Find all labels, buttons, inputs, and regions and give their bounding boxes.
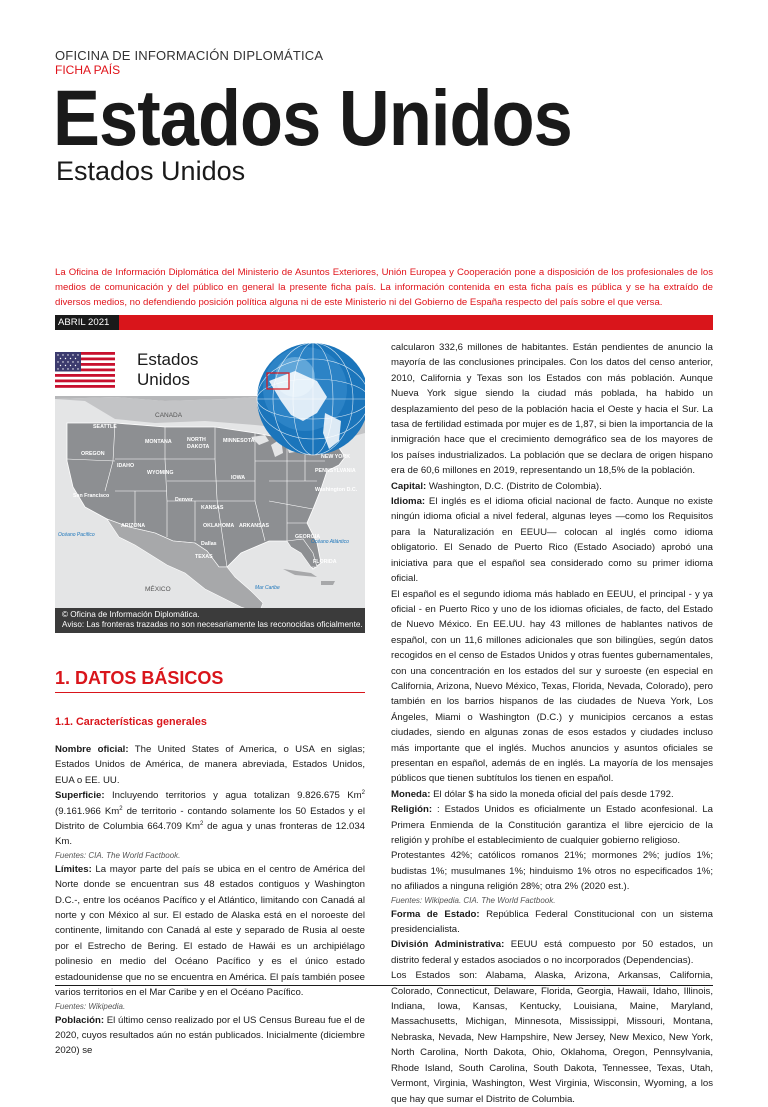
map-label-denver: Denver xyxy=(175,497,193,503)
footer-rule xyxy=(55,985,713,986)
map-label-north-dakota-2: DAKOTA xyxy=(187,444,210,450)
map-label-atlantic: Océano Atlántico xyxy=(311,539,349,545)
source-note: Fuentes: Wikipedia. xyxy=(55,1001,126,1011)
map-label-georgia: GEORGIA xyxy=(295,534,321,540)
map-label-caribbean: Mar Caribe xyxy=(255,585,280,591)
map-label-arkansas: ARKANSAS xyxy=(239,523,270,529)
globe-icon xyxy=(257,343,365,455)
subsection-title: 1.1. Características generales xyxy=(55,716,207,728)
page-subtitle: Estados Unidos xyxy=(56,156,246,186)
map-label-washington-dc: Washington D.C. xyxy=(315,487,358,493)
map-label-wyoming: WYOMING xyxy=(147,470,174,476)
map-label-idaho: IDAHO xyxy=(117,463,135,469)
division-paragraph xyxy=(391,937,713,968)
poblacion-label: Población: xyxy=(55,1014,105,1026)
forma-text: República Federal Constitucional con un sistema presidencialista. xyxy=(391,908,713,936)
capital-label: Capital: xyxy=(391,480,427,492)
superficie-text-a: Incluyendo territorios y agua totalizan 9.826.675 Km xyxy=(104,790,362,802)
capital-text: Washington, D.C. (Distrito de Colombia). xyxy=(426,480,602,492)
right-column xyxy=(391,340,713,1107)
date-bar xyxy=(55,315,713,330)
date-label: ABRIL 2021 xyxy=(55,315,119,330)
map-label-kansas: KANSAS xyxy=(201,505,224,511)
poblacion-continued: calcularon 332,6 millones de habitantes. Están pendientes de anuncio la mayoría de las conclusiones principales. Con los datos del censo anterior, 2010, California y Texas son los Estados con más población. Aunque Nueva York sigue siendo la ciudad más poblada, ha habido un desplazamiento del peso de la población hacia el Oeste y hacia el Sur. La tasa de fertilidad estimada por mujer es de 1,87, si bien la importancia de la inmigración hace que el crecimiento demográfico sea de los mayores de los países industrializados. La población que se declara de origen hispano era de 60,6 millones en 2019, representando un 18,5% de la población. xyxy=(391,342,713,477)
page-title: Estados Unidos xyxy=(53,73,572,162)
source-note: Fuentes: Wikipedia. CIA. The World Factbook. xyxy=(391,895,556,905)
section-title: 1. DATOS BÁSICOS xyxy=(55,668,224,688)
office-name: OFICINA DE INFORMACIÓN DIPLOMÁTICA xyxy=(55,48,324,63)
country-map xyxy=(55,341,365,633)
section-divider xyxy=(55,692,365,693)
map-label-oregon: OREGON xyxy=(81,451,105,457)
religion-paragraph xyxy=(391,802,713,848)
moneda-paragraph xyxy=(391,787,713,802)
religion-label: Religión: xyxy=(391,804,433,816)
superficie-text-d: de agua y unas fronteras de 12.034 Km. xyxy=(55,821,365,848)
map-label-minnesota: MINNESOTA xyxy=(223,438,255,444)
map-title-line1: Estados xyxy=(137,350,199,369)
espanol-paragraph: El español es el segundo idioma más hablado en EEUU, el principal - y ya oficial - en Puerto Rico y uno de los idiomas oficiales, de facto, del Estado de Nuevo México. En EE.UU. hay 43 millones de hablantes nativos de español, con un 11,6 millones adicionales que son bilingües, según datos recogidos en el censo de Estados Unidos y otras fuentes gubernamentales, con una concentración en los estados del sur y suroeste (en especial en California, Arizona, Nuevo México, Texas, Florida, Nevada, Colorado), pero también en los barrios hispanos de las ciudades de Nueva York, Los Ángeles, Miami o Washington (D.C.) y municipios cercanos a estas ciudades, siendo en algunas zonas de esos estados y ciudades incluso más importante que el inglés. Muchos anuncios y asuntos oficiales se presentan en español, además de en inglés. La mayoría de los mensajes públicos que tienen subtítulos los tienen en español. xyxy=(391,588,713,785)
map-label-iowa: IOWA xyxy=(231,475,246,481)
limites-text: La mayor parte del país se ubica en el centro de América del Norte donde se encuentran sus 48 estados contiguos y Washington D.C.-, entre los océanos Pacífico y el Atlántico, limitando con Canadá al norte y con México al sur. El estado de Alaska está en el noroeste del continente, limitando con Canadá al este y separado de Rusia al oeste por el Estrecho de Bering. El estado de Hawái es un archipiélago polinesio en medio del Océano Pacífico y es el único estado estadounidense que no se encuentra en América. El país también posee varios territorios en el Mar Caribe y en el Océano Pacífico. xyxy=(55,863,365,999)
idioma-label: Idioma: xyxy=(391,496,426,508)
map-label-texas: TEXAS xyxy=(195,554,213,560)
source-note: Fuentes: CIA. The World Factbook. xyxy=(55,850,181,860)
poblacion-paragraph xyxy=(55,1013,365,1059)
forma-label: Forma de Estado: xyxy=(391,908,480,920)
map-label-arizona: ARIZONA xyxy=(121,523,146,529)
division-label: División Administrativa: xyxy=(391,939,505,951)
left-column xyxy=(55,742,365,1059)
division-text: EEUU está compuesto por 50 estados, un distrito federal y estados asociados o no incorporados (Dependencias). xyxy=(391,939,713,966)
map-label-mexico: MÉXICO xyxy=(145,586,171,593)
superficie-text-b: (9.161.966 Km xyxy=(55,805,120,817)
idioma-paragraph xyxy=(391,494,713,586)
limites-paragraph xyxy=(55,862,365,1001)
superficie-text-c: de territorio - contando solamente los 50 Estados y el Distrito de Columbia 664.709 Km xyxy=(55,805,365,833)
map-label-oklahoma: OKLAHOMA xyxy=(203,523,235,529)
map-caption xyxy=(55,608,365,633)
map-label-new-york: NEW YORK xyxy=(321,454,351,460)
doc-type-label: FICHA PAÍS xyxy=(55,63,121,77)
superscript: 2 xyxy=(119,805,123,812)
nombre-text: The United States of America, o USA en siglas; Estados Unidos de América, de manera abreviada, Estados Unidos, EUA o EE. UU. xyxy=(55,744,365,786)
superscript: 2 xyxy=(361,790,365,797)
map-label-dallas: Dallas xyxy=(201,541,217,547)
moneda-label: Moneda: xyxy=(391,788,431,800)
map-label-florida: FLORIDA xyxy=(313,559,337,565)
usa-flag-icon xyxy=(55,352,115,388)
nombre-label: Nombre oficial: xyxy=(55,744,129,755)
limites-label: Límites: xyxy=(55,863,92,875)
nombre-oficial-paragraph xyxy=(55,742,365,788)
map-copyright: © Oficina de Información Diplomática. xyxy=(62,610,200,619)
map-label-montana: MONTANA xyxy=(145,439,172,445)
moneda-text: El dólar $ ha sido la moneda oficial del país desde 1792. xyxy=(430,788,674,800)
capital-paragraph xyxy=(391,479,713,494)
superficie-paragraph xyxy=(55,788,365,850)
religions-stats-paragraph: Protestantes 42%; católicos romanos 21%; mormones 2%; judíos 1%; budistas 1%; musulmanes 1%; hinduismo 1% otros no especificados 1%; no afiliados a ninguna religión 28%; otra 2% (2020 est.). xyxy=(391,850,713,893)
intro-disclaimer: La Oficina de Información Diplomática del Ministerio de Asuntos Exteriores, Unión Europea y Cooperación pone a disposición de los profesionales de los medios de comunicación y del público en general la presente ficha país. La información contenida en esta ficha país es pública y se ha extraído de diversos medios, no defendiendo posición política alguna ni de este Ministerio ni del Gobierno de España respecto del país sobre el que versa. xyxy=(55,267,713,308)
religion-text: : Estados Unidos es oficialmente un Estado aconfesional. La Primera Enmienda de la Constitución garantiza el libre ejercicio de la religión y prohíbe el establecimiento de cualquier gobierno religioso. xyxy=(391,804,713,846)
idioma-text: El inglés es el idioma oficial nacional de facto. Aunque no existe ningún idioma oficial a nivel federal, algunas leyes —como los Requisitos para la Naturalización en EEUU— colocan al inglés como idioma obligatorio. El Senado de Puerto Rico (Estado Asociado) aprobó una iniciativa para que el español sea considerado como su primer idioma oficial. xyxy=(391,496,713,585)
map-label-canada: CANADA xyxy=(155,412,183,419)
map-label-north-dakota-1: NORTH xyxy=(187,437,206,443)
estados-list-paragraph: Los Estados son: Alabama, Alaska, Arizona, Arkansas, California, Colorado, Connecticut, Delaware, Florida, Georgia, Hawaii, Idaho, Illinois, Indiana, Iowa, Kansas, Kentucky, Louisiana, Maine, Maryland, Massachusetts, Michigan, Minnesota, Mississippi, Missouri, Montana, Nebraska, Nevada, New Hampshire, New Jersey, New Mexico, New York, North Carolina, North Dakota, Ohio, Oklahoma, Oregon, Pennsylvania, Rhode Island, South Carolina, South Dakota, Tennessee, Texas, Utah, Vermont, Virginia, Washington, West Virginia, Wisconsin, Wyoming, a los que hay que sumar el Distrito de Columbia. xyxy=(391,970,713,1105)
map-disclaimer: Aviso: Las fronteras trazadas no son necesariamente las reconocidas oficialmente. xyxy=(62,620,363,629)
forma-estado-paragraph xyxy=(391,907,713,938)
superscript: 2 xyxy=(200,820,204,827)
map-label-seattle: SEATTLE xyxy=(93,424,117,430)
map-label-san-francisco: San Francisco xyxy=(73,493,110,499)
map-label-pacific: Océano Pacífico xyxy=(58,532,95,538)
map-label-pennsylvania: PENNSYLVANIA xyxy=(315,468,356,474)
superficie-label: Superficie: xyxy=(55,790,105,802)
poblacion-text: El último censo realizado por el US Census Bureau fue el de 2020, cuyos resultados aún no están publicados. Inicialmente (diciembre 2020) se xyxy=(55,1014,365,1057)
map-title-line2: Unidos xyxy=(137,370,190,389)
